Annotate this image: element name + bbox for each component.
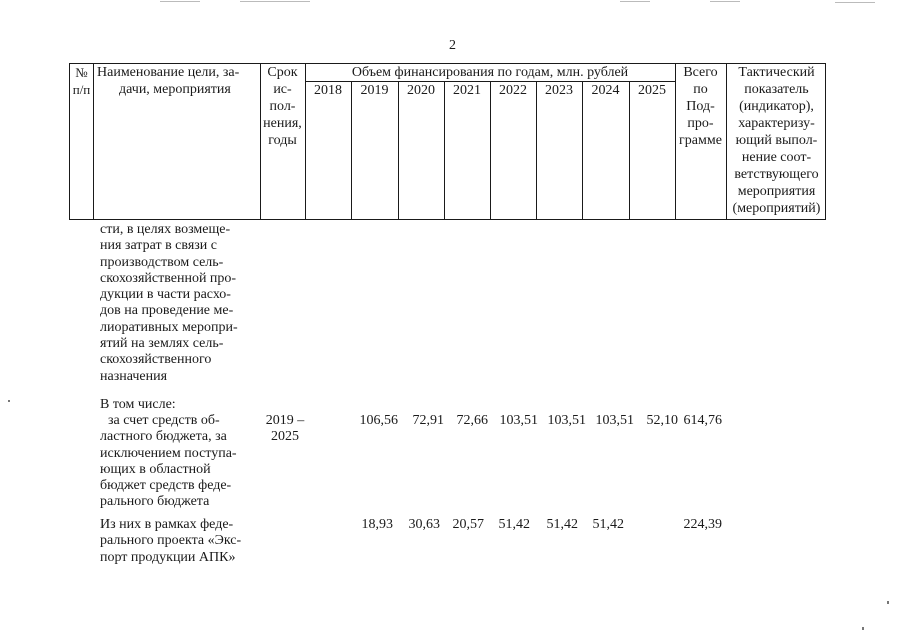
header-indicator-line: ветствующего bbox=[734, 167, 819, 182]
scan-speck bbox=[8, 400, 10, 402]
text-line: ятий на землях сель- bbox=[100, 336, 224, 352]
text-line: ния затрат в связи с bbox=[100, 238, 217, 254]
page-number: 2 bbox=[449, 38, 456, 53]
value-2021: 20,57 bbox=[452, 517, 484, 532]
table-header bbox=[69, 63, 826, 220]
header-name bbox=[93, 64, 260, 98]
header-name-line2: дачи, мероприятия bbox=[119, 82, 231, 97]
header-total bbox=[675, 64, 726, 149]
header-indicator-line: характеризу- bbox=[738, 116, 815, 131]
text-line: бюджет средств феде- bbox=[100, 478, 232, 494]
header-indicator-line: Тактический bbox=[738, 65, 815, 80]
text-line: дов на проведение ме- bbox=[100, 303, 234, 319]
value-2024: 103,51 bbox=[595, 413, 634, 428]
row-continuation-text bbox=[100, 222, 256, 385]
header-indicator-line: показатель bbox=[744, 82, 809, 97]
header-year-2025: 2025 bbox=[638, 83, 666, 98]
header-indicator-line: нение соот- bbox=[741, 150, 812, 165]
value-2022: 51,42 bbox=[498, 517, 530, 532]
text-line: порт продукции АПК» bbox=[100, 549, 236, 565]
header-total-line: грамме bbox=[679, 133, 722, 148]
text-line: исключением поступа- bbox=[100, 445, 237, 461]
text-line: рального бюджета bbox=[100, 494, 210, 510]
value-total: 224,39 bbox=[683, 517, 722, 532]
text-line: дукции в части расхо- bbox=[100, 287, 231, 303]
value-2023: 103,51 bbox=[547, 413, 586, 428]
value-2021: 72,66 bbox=[456, 413, 488, 428]
text-line: скохозяйственной про- bbox=[100, 270, 237, 286]
header-name-line1: Наименование цели, за- bbox=[97, 65, 240, 80]
period-line: 2025 bbox=[271, 429, 299, 444]
scan-speck bbox=[862, 627, 864, 630]
header-period-line: Срок bbox=[267, 65, 298, 80]
header-total-line: про- bbox=[687, 116, 714, 131]
header-num-text: № п/п bbox=[72, 65, 91, 97]
header-indicator-line: мероприятия bbox=[737, 184, 816, 199]
header-year-2018: 2018 bbox=[314, 83, 342, 98]
header-year-2022: 2022 bbox=[499, 83, 527, 98]
text-line: ющих в областной bbox=[100, 461, 211, 477]
value-2023: 51,42 bbox=[546, 517, 578, 532]
header-period-line: годы bbox=[268, 133, 297, 148]
header-total-line: Под- bbox=[686, 99, 715, 114]
header-year-2020: 2020 bbox=[407, 83, 435, 98]
value-2020: 30,63 bbox=[408, 517, 440, 532]
scan-speck bbox=[620, 1, 650, 2]
period-line: 2019 – bbox=[265, 413, 305, 428]
header-indicator-line: (мероприятий) bbox=[732, 201, 821, 216]
text-line: рального проекта «Экс- bbox=[100, 533, 242, 549]
value-2019: 106,56 bbox=[359, 413, 398, 428]
text-line: ластного бюджета, за bbox=[100, 429, 227, 445]
header-num bbox=[70, 64, 93, 98]
header-period-line: нения, bbox=[263, 116, 302, 131]
value-2024: 51,42 bbox=[592, 517, 624, 532]
header-total-line: по bbox=[693, 82, 708, 97]
header-indicator-line: (индикатор), bbox=[739, 99, 814, 114]
header-year-2021: 2021 bbox=[453, 83, 481, 98]
header-year-2023: 2023 bbox=[545, 83, 573, 98]
text-line: скохозяйственного bbox=[100, 352, 212, 368]
value-2025: 52,10 bbox=[646, 413, 678, 428]
text-line: сти, в целях возмеще- bbox=[100, 222, 231, 237]
text-line: В том числе: bbox=[100, 397, 176, 412]
text-line: за счет средств об- bbox=[108, 413, 220, 428]
header-period-line: ис- bbox=[273, 82, 292, 97]
text-line: Из них в рамках феде- bbox=[100, 517, 234, 532]
header-indicator-line: ющий выпол- bbox=[735, 133, 818, 148]
text-line: назначения bbox=[100, 368, 168, 384]
value-2022: 103,51 bbox=[499, 413, 538, 428]
header-total-line: Всего bbox=[683, 65, 718, 80]
header-funding: Объем финансирования по годам, млн. рублей bbox=[351, 65, 629, 80]
value-2019: 18,93 bbox=[361, 517, 393, 532]
text-line: производством сель- bbox=[100, 254, 224, 270]
row-regional-budget-text bbox=[100, 413, 256, 511]
scan-speck bbox=[160, 1, 200, 2]
row-including-label bbox=[100, 397, 256, 413]
row-federal-project-text bbox=[100, 517, 256, 566]
scan-speck bbox=[887, 601, 889, 604]
value-total: 614,76 bbox=[683, 413, 722, 428]
scan-speck bbox=[240, 1, 310, 2]
value-2020: 72,91 bbox=[412, 413, 444, 428]
header-year-2019: 2019 bbox=[360, 83, 389, 98]
header-period-line: пол- bbox=[269, 99, 296, 114]
header-period bbox=[260, 64, 305, 149]
header-indicator bbox=[726, 64, 827, 217]
scan-speck bbox=[835, 2, 875, 3]
scan-speck bbox=[710, 1, 740, 2]
text-line: лиоративных меропри- bbox=[100, 319, 238, 335]
header-year-2024: 2024 bbox=[591, 83, 620, 98]
row-regional-budget-period bbox=[262, 413, 308, 445]
